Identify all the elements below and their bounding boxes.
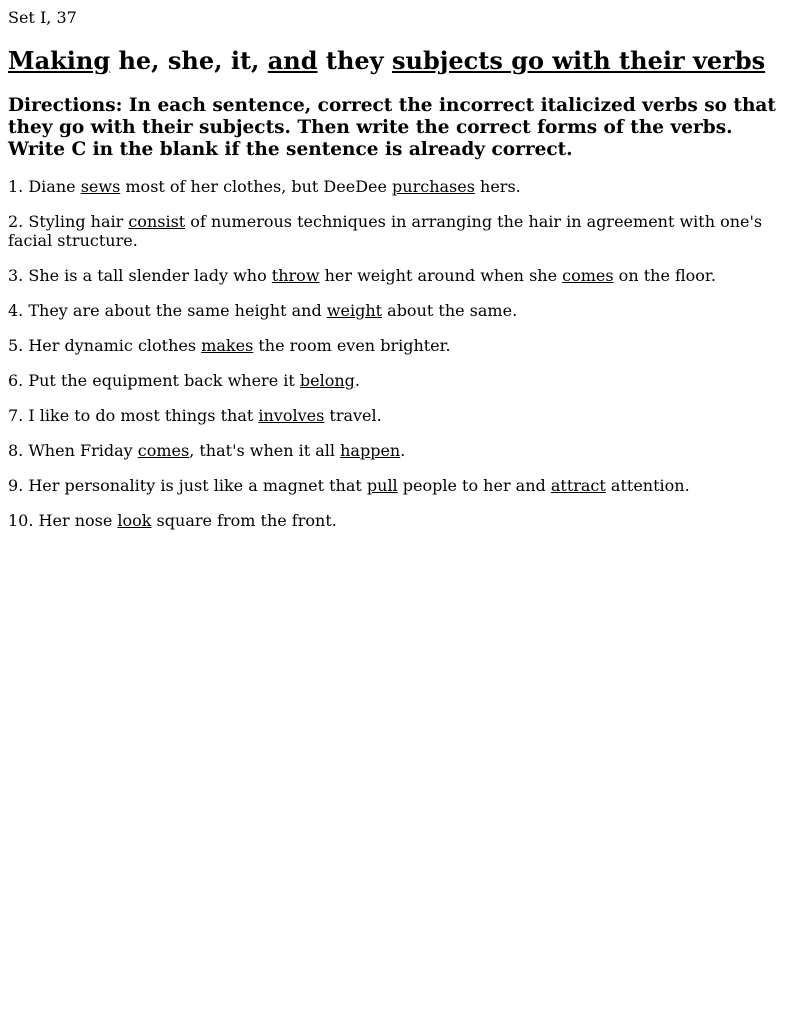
- target-verb: look: [117, 511, 152, 530]
- target-verb: makes: [201, 336, 254, 355]
- sentence-text: 3. She is a tall slender lady who: [8, 266, 272, 285]
- exercise-item: [8, 441, 792, 460]
- sentence-text: 2. Styling hair: [8, 212, 129, 231]
- target-verb: consist: [128, 212, 186, 231]
- target-verb: pull: [366, 476, 398, 495]
- page-title: [8, 47, 792, 75]
- sentence-text: of numerous techniques in arranging the hair in agreement with one's facial structure.: [8, 212, 763, 250]
- target-verb: attract: [550, 476, 606, 495]
- sentence-text: 6. Put the equipment back where it: [8, 371, 300, 390]
- exercise-list: [8, 177, 792, 530]
- sentence-text: .: [400, 441, 406, 460]
- exercise-item: [8, 212, 792, 250]
- exercise-item: [8, 177, 792, 196]
- exercise-item: [8, 476, 792, 495]
- title-part: subjects go with their verbs: [391, 46, 766, 75]
- target-verb: throw: [271, 266, 320, 285]
- target-verb: belong: [299, 371, 355, 390]
- title-part: Making: [8, 46, 111, 75]
- sentence-text: 8. When Friday: [8, 441, 138, 460]
- target-verb: weight: [326, 301, 383, 320]
- directions: Directions: In each sentence, correct the incorrect italicized verbs so that they go with their subjects. Then write the correct forms of the verbs. Write C in the blank if the sentence is already correct.: [8, 95, 776, 160]
- sentence-text: travel.: [324, 406, 382, 425]
- target-verb: purchases: [392, 177, 475, 196]
- sentence-text: 7. I like to do most things that: [8, 406, 259, 425]
- exercise-item: [8, 511, 792, 530]
- sentence-text: people to her and: [397, 476, 551, 495]
- title-part: and: [267, 46, 318, 75]
- exercise-item: [8, 301, 792, 320]
- sentence-text: 10. Her nose: [8, 511, 118, 530]
- exercise-item: [8, 371, 792, 390]
- sentence-text: square from the front.: [151, 511, 337, 530]
- sentence-text: , that's when it all: [189, 441, 341, 460]
- exercise-item: [8, 406, 792, 425]
- sentence-text: 4. They are about the same height and: [8, 301, 327, 320]
- target-verb: comes: [137, 441, 190, 460]
- sentence-text: the room even brighter.: [253, 336, 451, 355]
- sentence-text: 9. Her personality is just like a magnet that: [8, 476, 367, 495]
- sentence-text: on the floor.: [613, 266, 716, 285]
- exercise-item: [8, 266, 792, 285]
- sentence-text: most of her clothes, but DeeDee: [120, 177, 393, 196]
- target-verb: sews: [80, 177, 121, 196]
- target-verb: comes: [562, 266, 614, 285]
- sentence-text: attention.: [605, 476, 690, 495]
- set-label: Set I, 37: [8, 8, 77, 27]
- sentence-text: about the same.: [382, 301, 518, 320]
- sentence-text: hers.: [474, 177, 521, 196]
- sentence-text: 1. Diane: [8, 177, 81, 196]
- title-part: he, she, it,: [110, 46, 268, 75]
- target-verb: happen: [340, 441, 401, 460]
- sentence-text: 5. Her dynamic clothes: [8, 336, 202, 355]
- target-verb: involves: [258, 406, 325, 425]
- exercise-item: [8, 336, 792, 355]
- sentence-text: .: [354, 371, 360, 390]
- sentence-text: her weight around when she: [319, 266, 563, 285]
- title-part: they: [317, 46, 392, 75]
